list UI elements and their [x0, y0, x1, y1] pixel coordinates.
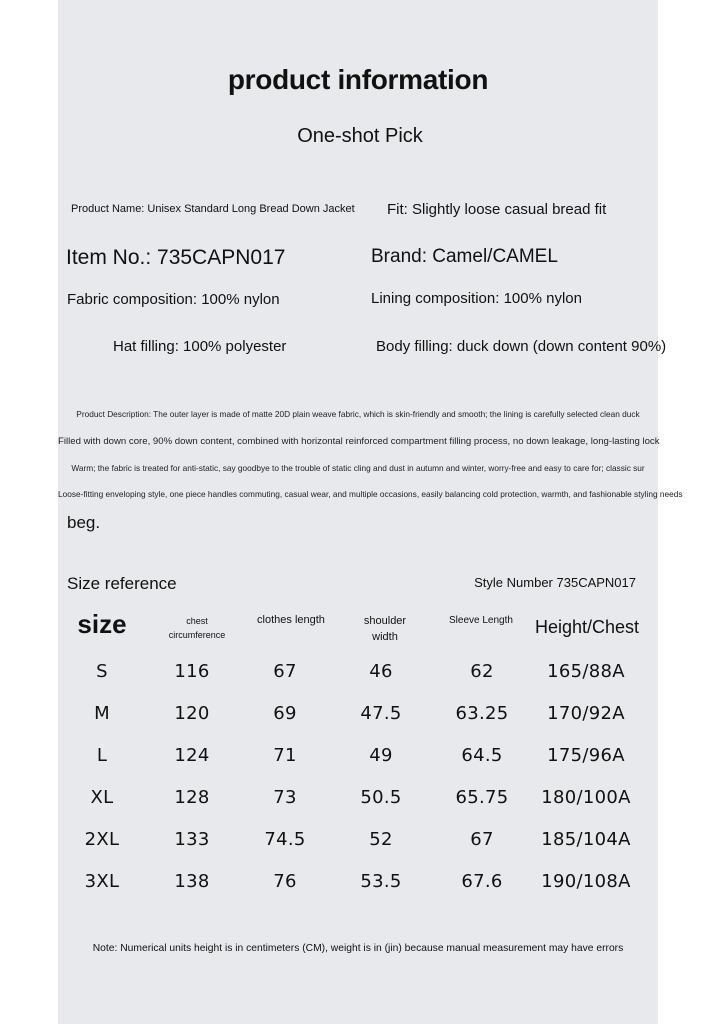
lining-composition: Lining composition: 100% nylon: [371, 290, 582, 307]
cell-height-chest: 175/96A: [547, 745, 625, 766]
cell-chest: 128: [174, 787, 210, 808]
cell-chest: 124: [174, 745, 210, 766]
cell-chest: 116: [174, 661, 210, 682]
cell-length: 73: [273, 787, 297, 808]
header-chest: chest circumference: [168, 616, 226, 640]
header-sleeve: Sleeve Length: [449, 615, 513, 626]
cell-shoulder: 53.5: [360, 871, 402, 892]
description-line-1: Product Description: The outer layer is made of matte 20D plain weave fabric, which is skin-friendly and smooth; the lining is carefully selected clean duck: [76, 409, 640, 419]
item-number: Item No.: 735CAPN017: [66, 246, 286, 269]
description-line-2: Filled with down core, 90% down content, combined with horizontal reinforced compartment filling process, no down leakage, long-lasting lock: [58, 436, 660, 447]
description-line-3: Warm; the fabric is treated for anti-static, say goodbye to the trouble of static cling and dust in autumn and winter, worry-free and easy to care for; classic sur: [71, 463, 645, 473]
cell-length: 71: [273, 745, 297, 766]
cell-height-chest: 180/100A: [541, 787, 631, 808]
cell-length: 74.5: [264, 829, 306, 850]
brand: Brand: Camel/CAMEL: [371, 246, 558, 267]
cell-sleeve: 67.6: [461, 871, 503, 892]
hat-filling: Hat filling: 100% polyester: [113, 338, 287, 355]
header-length: clothes length: [257, 614, 325, 626]
cell-shoulder: 50.5: [360, 787, 402, 808]
description-line-5: beg.: [67, 513, 101, 532]
cell-size: 3XL: [84, 871, 120, 892]
cell-sleeve: 64.5: [461, 745, 503, 766]
cell-chest: 138: [174, 871, 210, 892]
cell-sleeve: 65.75: [455, 787, 509, 808]
size-reference-label: Size reference: [67, 574, 177, 593]
cell-height-chest: 170/92A: [547, 703, 625, 724]
cell-sleeve: 62: [470, 661, 494, 682]
fit-info: Fit: Slightly loose casual bread fit: [387, 201, 607, 218]
cell-chest: 120: [174, 703, 210, 724]
cell-chest: 133: [174, 829, 210, 850]
body-filling: Body filling: duck down (down content 90%): [376, 338, 667, 355]
cell-shoulder: 46: [369, 661, 393, 682]
cell-shoulder: 49: [369, 745, 393, 766]
header-shoulder: shoulder width: [363, 615, 407, 643]
measurement-note: Note: Numerical units height is in centimeters (CM), weight is in (jin) because manual measurement may have errors: [92, 943, 624, 954]
style-number: Style Number 735CAPN017: [474, 575, 636, 590]
page-subtitle: One-shot Pick: [297, 125, 423, 147]
product-name: Product Name: Unisex Standard Long Bread Down Jacket: [71, 203, 355, 215]
description-line-4: Loose-fitting enveloping style, one piece handles commuting, casual wear, and multiple occasions, easily balancing cold protection, warmth, and fashionable styling needs: [58, 489, 683, 499]
cell-size: 2XL: [84, 829, 120, 850]
page-title: product information: [227, 64, 489, 95]
cell-sleeve: 63.25: [455, 703, 509, 724]
header-size: size: [77, 609, 127, 639]
cell-height-chest: 165/88A: [547, 661, 625, 682]
cell-size: M: [94, 703, 110, 724]
cell-sleeve: 67: [470, 829, 494, 850]
cell-size: S: [96, 661, 108, 682]
header-height-chest: Height/Chest: [534, 617, 640, 637]
cell-length: 69: [273, 703, 297, 724]
cell-shoulder: 47.5: [360, 703, 402, 724]
cell-length: 67: [273, 661, 297, 682]
cell-length: 76: [273, 871, 297, 892]
cell-shoulder: 52: [369, 829, 393, 850]
cell-height-chest: 185/104A: [541, 829, 631, 850]
cell-height-chest: 190/108A: [541, 871, 631, 892]
fabric-composition: Fabric composition: 100% nylon: [67, 291, 280, 308]
cell-size: XL: [90, 787, 114, 808]
cell-size: L: [96, 745, 108, 766]
